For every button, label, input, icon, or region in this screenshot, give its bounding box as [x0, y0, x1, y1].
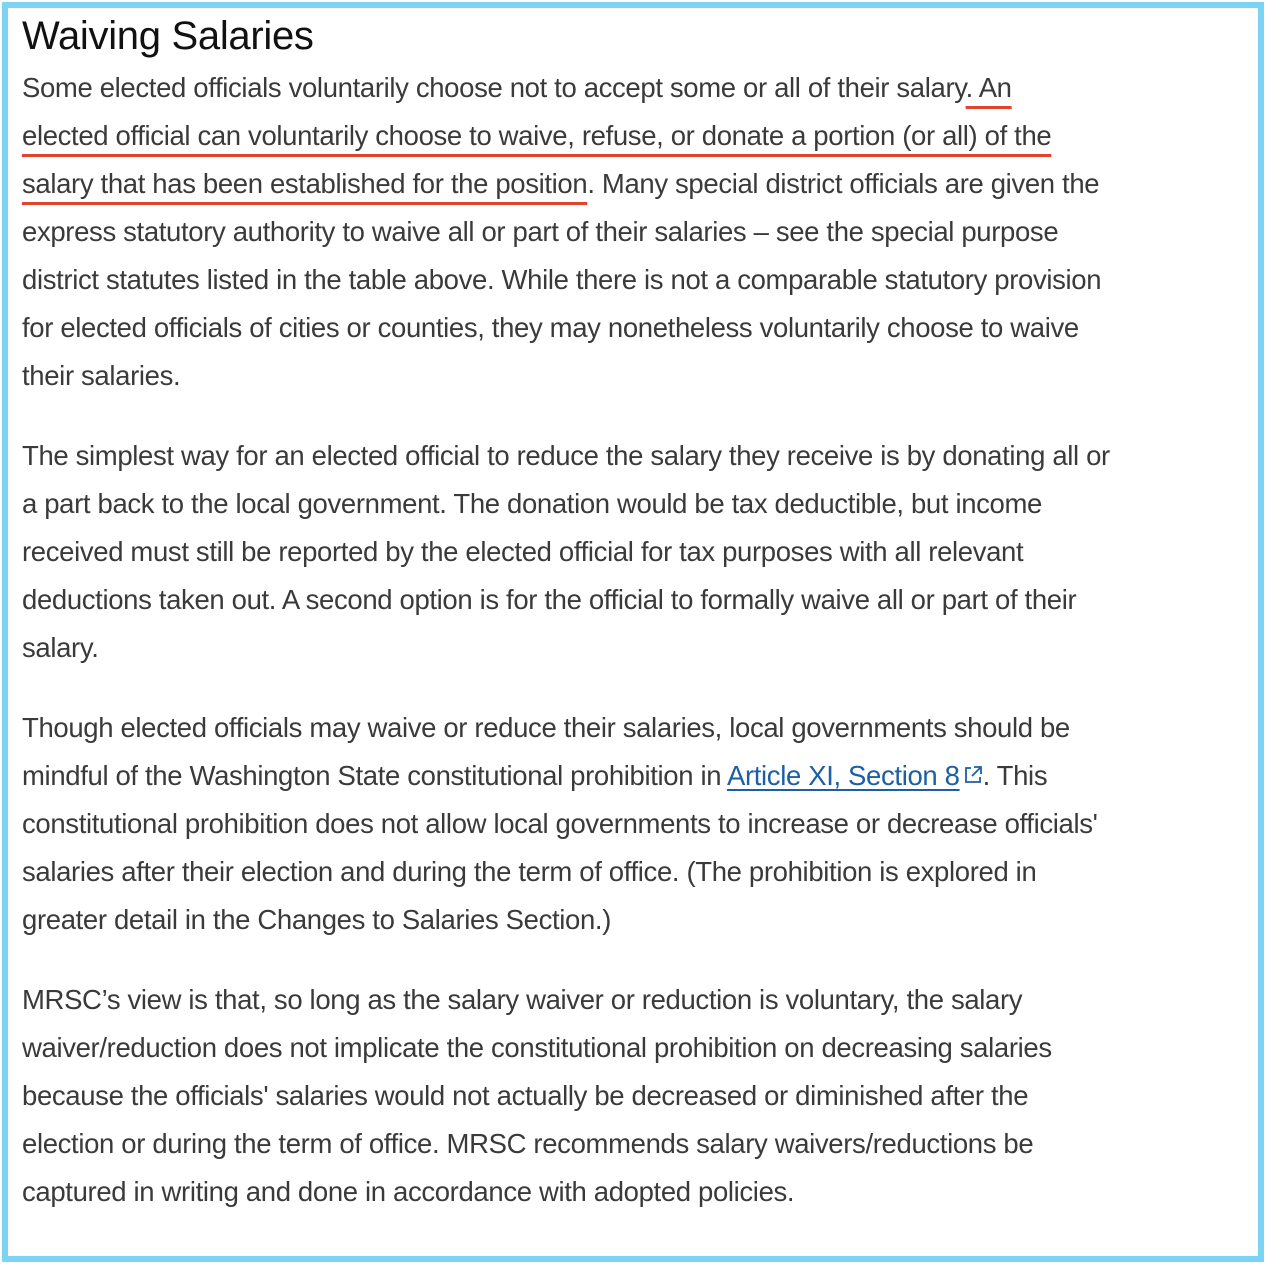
paragraph-line: election or during the term of office. MRSC recommends salary waivers/reductions be: [22, 1128, 1034, 1159]
article-xi-section-8-link[interactable]: [727, 760, 983, 791]
paragraph-line: [22, 752, 1254, 800]
paragraph-line: waiver/reduction does not implicate the constitutional prohibition on decreasing salaries: [22, 1032, 1052, 1063]
paragraph-line: a part back to the local government. The donation would be tax deductible, but income: [22, 488, 1042, 519]
external-link-icon: [963, 765, 983, 785]
paragraph-line: salary.: [22, 632, 99, 663]
paragraph-line: their salaries.: [22, 360, 181, 391]
paragraph-line: captured in writing and done in accordance with adopted policies.: [22, 1176, 795, 1207]
highlighted-text: salary that has been established for the position: [22, 168, 588, 199]
paragraph-line: for elected officials of cities or counties, they may nonetheless voluntarily choose to waive: [22, 312, 1079, 343]
article-content: [22, 8, 1254, 1248]
paragraph-line: received must still be reported by the elected official for tax purposes with all relevant: [22, 536, 1024, 567]
paragraph-line: express statutory authority to waive all or part of their salaries – see the special purpose: [22, 216, 1059, 247]
text-segment: mindful of the Washington State constitutional prohibition in: [22, 760, 727, 791]
paragraph-line: greater detail in the Changes to Salaries Section.): [22, 904, 612, 935]
link-label: Article XI, Section 8: [726, 760, 960, 791]
paragraph-constitutional: [22, 704, 1254, 944]
screenshot-frame: [2, 2, 1264, 1262]
paragraph-donation: [22, 432, 1254, 672]
paragraph-line: [22, 160, 1254, 208]
paragraph-line: MRSC’s view is that, so long as the salary waiver or reduction is voluntary, the salary: [22, 984, 1023, 1015]
paragraph-line: constitutional prohibition does not allow local governments to increase or decrease officials': [22, 808, 1098, 839]
paragraph-line: Though elected officials may waive or reduce their salaries, local governments should be: [22, 712, 1070, 743]
paragraph-line: deductions taken out. A second option is for the official to formally waive all or part of their: [22, 584, 1077, 615]
paragraph-mrsc-view: [22, 976, 1254, 1216]
paragraph-line: salaries after their election and during the term of office. (The prohibition is explored in: [22, 856, 1037, 887]
text-segment: . Many special district officials are given the: [587, 168, 1100, 199]
text-segment: Some elected officials voluntarily choose not to accept some or all of their salary: [22, 72, 966, 103]
paragraph-line: The simplest way for an elected official to reduce the salary they receive is by donating all or: [22, 440, 1110, 471]
paragraph-line: because the officials' salaries would not actually be decreased or diminished after the: [22, 1080, 1029, 1111]
paragraph-waiving-intro: [22, 64, 1254, 400]
section-heading: Waiving Salaries: [22, 14, 314, 58]
highlighted-text: . An: [965, 72, 1012, 103]
highlighted-text: elected official can voluntarily choose to waive, refuse, or donate a portion (or all) of the: [22, 120, 1052, 151]
paragraph-line: district statutes listed in the table above. While there is not a comparable statutory provision: [22, 264, 1102, 295]
text-segment: . This: [982, 760, 1048, 791]
paragraph-line: [22, 64, 1254, 112]
paragraph-line: [22, 112, 1254, 160]
